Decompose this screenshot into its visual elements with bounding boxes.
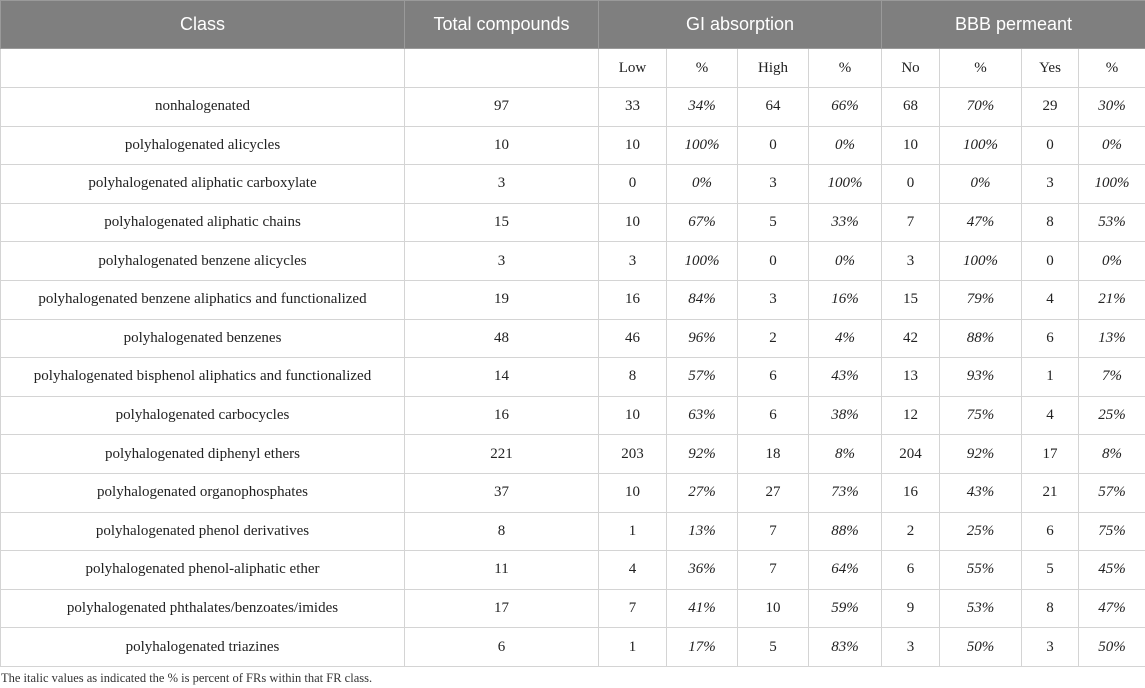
subheader-high-percent: % — [809, 49, 882, 88]
gi-high-cell: 0 — [738, 242, 809, 281]
total-cell: 10 — [405, 126, 599, 165]
gi-high-percent-cell: 4% — [809, 319, 882, 358]
gi-low-percent-cell: 13% — [667, 512, 738, 551]
total-cell: 3 — [405, 165, 599, 204]
table-row — [1, 88, 1145, 127]
gi-low-cell: 33 — [599, 88, 667, 127]
subheader-yes: Yes — [1022, 49, 1079, 88]
class-cell: polyhalogenated phenol derivatives — [1, 512, 405, 551]
gi-low-percent-cell: 96% — [667, 319, 738, 358]
subheader-no-percent: % — [940, 49, 1022, 88]
gi-low-cell: 10 — [599, 203, 667, 242]
total-cell: 14 — [405, 358, 599, 397]
bbb-yes-percent-cell: 0% — [1079, 242, 1145, 281]
gi-high-cell: 3 — [738, 165, 809, 204]
table-row — [1, 358, 1145, 397]
table-row — [1, 319, 1145, 358]
header-class: Class — [1, 1, 405, 49]
table-row — [1, 512, 1145, 551]
bbb-yes-cell: 17 — [1022, 435, 1079, 474]
bbb-no-cell: 3 — [882, 242, 940, 281]
gi-high-cell: 3 — [738, 280, 809, 319]
table-row — [1, 551, 1145, 590]
bbb-yes-cell: 29 — [1022, 88, 1079, 127]
bbb-no-percent-cell: 100% — [940, 242, 1022, 281]
subheader-low-percent: % — [667, 49, 738, 88]
bbb-yes-cell: 3 — [1022, 628, 1079, 667]
bbb-no-cell: 15 — [882, 280, 940, 319]
bbb-yes-percent-cell: 47% — [1079, 589, 1145, 628]
bbb-yes-cell: 6 — [1022, 319, 1079, 358]
bbb-no-percent-cell: 100% — [940, 126, 1022, 165]
bbb-yes-cell: 5 — [1022, 551, 1079, 590]
gi-low-cell: 10 — [599, 126, 667, 165]
bbb-no-cell: 9 — [882, 589, 940, 628]
gi-high-cell: 6 — [738, 396, 809, 435]
bbb-no-cell: 3 — [882, 628, 940, 667]
total-cell: 97 — [405, 88, 599, 127]
gi-high-cell: 18 — [738, 435, 809, 474]
gi-low-percent-cell: 41% — [667, 589, 738, 628]
subheader-no: No — [882, 49, 940, 88]
bbb-yes-cell: 4 — [1022, 280, 1079, 319]
total-cell: 11 — [405, 551, 599, 590]
gi-low-cell: 16 — [599, 280, 667, 319]
bbb-yes-cell: 6 — [1022, 512, 1079, 551]
class-cell: polyhalogenated phthalates/benzoates/imides — [1, 589, 405, 628]
bbb-yes-percent-cell: 21% — [1079, 280, 1145, 319]
table-subheader-row — [1, 49, 1145, 88]
subheader-empty-total — [405, 49, 599, 88]
bbb-no-cell: 0 — [882, 165, 940, 204]
bbb-yes-cell: 0 — [1022, 242, 1079, 281]
bbb-yes-percent-cell: 57% — [1079, 473, 1145, 512]
gi-low-percent-cell: 92% — [667, 435, 738, 474]
gi-low-cell: 8 — [599, 358, 667, 397]
header-total-compounds: Total compounds — [405, 1, 599, 49]
bbb-no-cell: 13 — [882, 358, 940, 397]
gi-high-cell: 5 — [738, 628, 809, 667]
gi-high-percent-cell: 43% — [809, 358, 882, 397]
gi-high-cell: 7 — [738, 512, 809, 551]
bbb-no-percent-cell: 93% — [940, 358, 1022, 397]
class-cell: polyhalogenated bisphenol aliphatics and functionalized — [1, 358, 405, 397]
gi-low-percent-cell: 100% — [667, 126, 738, 165]
gi-high-percent-cell: 0% — [809, 126, 882, 165]
table-row — [1, 242, 1145, 281]
gi-high-percent-cell: 64% — [809, 551, 882, 590]
class-cell: polyhalogenated aliphatic chains — [1, 203, 405, 242]
class-cell: polyhalogenated triazines — [1, 628, 405, 667]
bbb-no-cell: 10 — [882, 126, 940, 165]
gi-low-percent-cell: 84% — [667, 280, 738, 319]
header-gi-absorption: GI absorption — [599, 1, 882, 49]
gi-high-percent-cell: 88% — [809, 512, 882, 551]
gi-high-cell: 64 — [738, 88, 809, 127]
class-cell: polyhalogenated organophosphates — [1, 473, 405, 512]
class-cell: polyhalogenated aliphatic carboxylate — [1, 165, 405, 204]
gi-high-percent-cell: 33% — [809, 203, 882, 242]
class-cell: polyhalogenated phenol-aliphatic ether — [1, 551, 405, 590]
gi-low-percent-cell: 17% — [667, 628, 738, 667]
class-cell: polyhalogenated alicycles — [1, 126, 405, 165]
bbb-yes-cell: 4 — [1022, 396, 1079, 435]
table-row — [1, 396, 1145, 435]
table-footnote: The italic values as indicated the % is percent of FRs within that FR class. — [1, 671, 373, 685]
bbb-no-percent-cell: 55% — [940, 551, 1022, 590]
bbb-yes-percent-cell: 7% — [1079, 358, 1145, 397]
subheader-yes-percent: % — [1079, 49, 1145, 88]
gi-high-cell: 0 — [738, 126, 809, 165]
gi-high-percent-cell: 73% — [809, 473, 882, 512]
table-row — [1, 126, 1145, 165]
bbb-no-percent-cell: 25% — [940, 512, 1022, 551]
bbb-yes-percent-cell: 13% — [1079, 319, 1145, 358]
bbb-no-percent-cell: 53% — [940, 589, 1022, 628]
bbb-yes-cell: 8 — [1022, 589, 1079, 628]
gi-low-cell: 46 — [599, 319, 667, 358]
bbb-yes-cell: 3 — [1022, 165, 1079, 204]
table-row — [1, 589, 1145, 628]
gi-low-percent-cell: 34% — [667, 88, 738, 127]
total-cell: 17 — [405, 589, 599, 628]
table-row — [1, 280, 1145, 319]
gi-high-percent-cell: 100% — [809, 165, 882, 204]
gi-low-cell: 10 — [599, 396, 667, 435]
bbb-yes-percent-cell: 30% — [1079, 88, 1145, 127]
subheader-empty-class — [1, 49, 405, 88]
gi-high-percent-cell: 16% — [809, 280, 882, 319]
bbb-no-percent-cell: 79% — [940, 280, 1022, 319]
gi-high-percent-cell: 8% — [809, 435, 882, 474]
table-row — [1, 473, 1145, 512]
gi-high-cell: 10 — [738, 589, 809, 628]
bbb-no-percent-cell: 0% — [940, 165, 1022, 204]
gi-low-cell: 7 — [599, 589, 667, 628]
gi-high-cell: 5 — [738, 203, 809, 242]
gi-high-cell: 6 — [738, 358, 809, 397]
gi-low-percent-cell: 27% — [667, 473, 738, 512]
bbb-no-percent-cell: 43% — [940, 473, 1022, 512]
bbb-no-percent-cell: 88% — [940, 319, 1022, 358]
total-cell: 8 — [405, 512, 599, 551]
bbb-no-percent-cell: 47% — [940, 203, 1022, 242]
table-row — [1, 435, 1145, 474]
subheader-high: High — [738, 49, 809, 88]
gi-low-cell: 203 — [599, 435, 667, 474]
gi-high-cell: 7 — [738, 551, 809, 590]
bbb-no-cell: 68 — [882, 88, 940, 127]
bbb-yes-percent-cell: 8% — [1079, 435, 1145, 474]
gi-low-cell: 4 — [599, 551, 667, 590]
bbb-yes-percent-cell: 45% — [1079, 551, 1145, 590]
gi-low-cell: 0 — [599, 165, 667, 204]
gi-low-cell: 1 — [599, 628, 667, 667]
gi-low-percent-cell: 100% — [667, 242, 738, 281]
total-cell: 48 — [405, 319, 599, 358]
bbb-yes-cell: 1 — [1022, 358, 1079, 397]
table-header-row — [1, 1, 1145, 49]
bbb-no-percent-cell: 92% — [940, 435, 1022, 474]
bbb-no-cell: 204 — [882, 435, 940, 474]
subheader-low: Low — [599, 49, 667, 88]
bbb-yes-percent-cell: 25% — [1079, 396, 1145, 435]
table-row — [1, 628, 1145, 667]
gi-high-percent-cell: 83% — [809, 628, 882, 667]
total-cell: 3 — [405, 242, 599, 281]
bbb-no-cell: 6 — [882, 551, 940, 590]
bbb-yes-cell: 21 — [1022, 473, 1079, 512]
bbb-yes-percent-cell: 50% — [1079, 628, 1145, 667]
bbb-yes-percent-cell: 0% — [1079, 126, 1145, 165]
bbb-no-percent-cell: 75% — [940, 396, 1022, 435]
gi-high-cell: 2 — [738, 319, 809, 358]
total-cell: 221 — [405, 435, 599, 474]
bbb-no-cell: 12 — [882, 396, 940, 435]
bbb-no-percent-cell: 50% — [940, 628, 1022, 667]
bbb-no-cell: 16 — [882, 473, 940, 512]
bbb-no-cell: 7 — [882, 203, 940, 242]
bbb-yes-percent-cell: 75% — [1079, 512, 1145, 551]
gi-low-percent-cell: 0% — [667, 165, 738, 204]
class-cell: polyhalogenated carbocycles — [1, 396, 405, 435]
total-cell: 19 — [405, 280, 599, 319]
table-row — [1, 203, 1145, 242]
gi-high-percent-cell: 66% — [809, 88, 882, 127]
gi-low-percent-cell: 36% — [667, 551, 738, 590]
gi-low-percent-cell: 57% — [667, 358, 738, 397]
total-cell: 6 — [405, 628, 599, 667]
bbb-yes-cell: 0 — [1022, 126, 1079, 165]
gi-low-cell: 1 — [599, 512, 667, 551]
gi-low-percent-cell: 67% — [667, 203, 738, 242]
total-cell: 15 — [405, 203, 599, 242]
gi-low-cell: 10 — [599, 473, 667, 512]
gi-high-percent-cell: 38% — [809, 396, 882, 435]
class-cell: nonhalogenated — [1, 88, 405, 127]
bbb-no-cell: 2 — [882, 512, 940, 551]
table-row — [1, 165, 1145, 204]
total-cell: 37 — [405, 473, 599, 512]
bbb-no-cell: 42 — [882, 319, 940, 358]
gi-low-percent-cell: 63% — [667, 396, 738, 435]
header-bbb-permeant: BBB permeant — [882, 1, 1145, 49]
class-cell: polyhalogenated benzenes — [1, 319, 405, 358]
total-cell: 16 — [405, 396, 599, 435]
gi-high-percent-cell: 0% — [809, 242, 882, 281]
gi-high-cell: 27 — [738, 473, 809, 512]
bbb-yes-percent-cell: 100% — [1079, 165, 1145, 204]
bbb-no-percent-cell: 70% — [940, 88, 1022, 127]
gi-high-percent-cell: 59% — [809, 589, 882, 628]
class-cell: polyhalogenated benzene aliphatics and functionalized — [1, 280, 405, 319]
class-cell: polyhalogenated diphenyl ethers — [1, 435, 405, 474]
bbb-yes-percent-cell: 53% — [1079, 203, 1145, 242]
gi-low-cell: 3 — [599, 242, 667, 281]
bbb-yes-cell: 8 — [1022, 203, 1079, 242]
class-cell: polyhalogenated benzene alicycles — [1, 242, 405, 281]
